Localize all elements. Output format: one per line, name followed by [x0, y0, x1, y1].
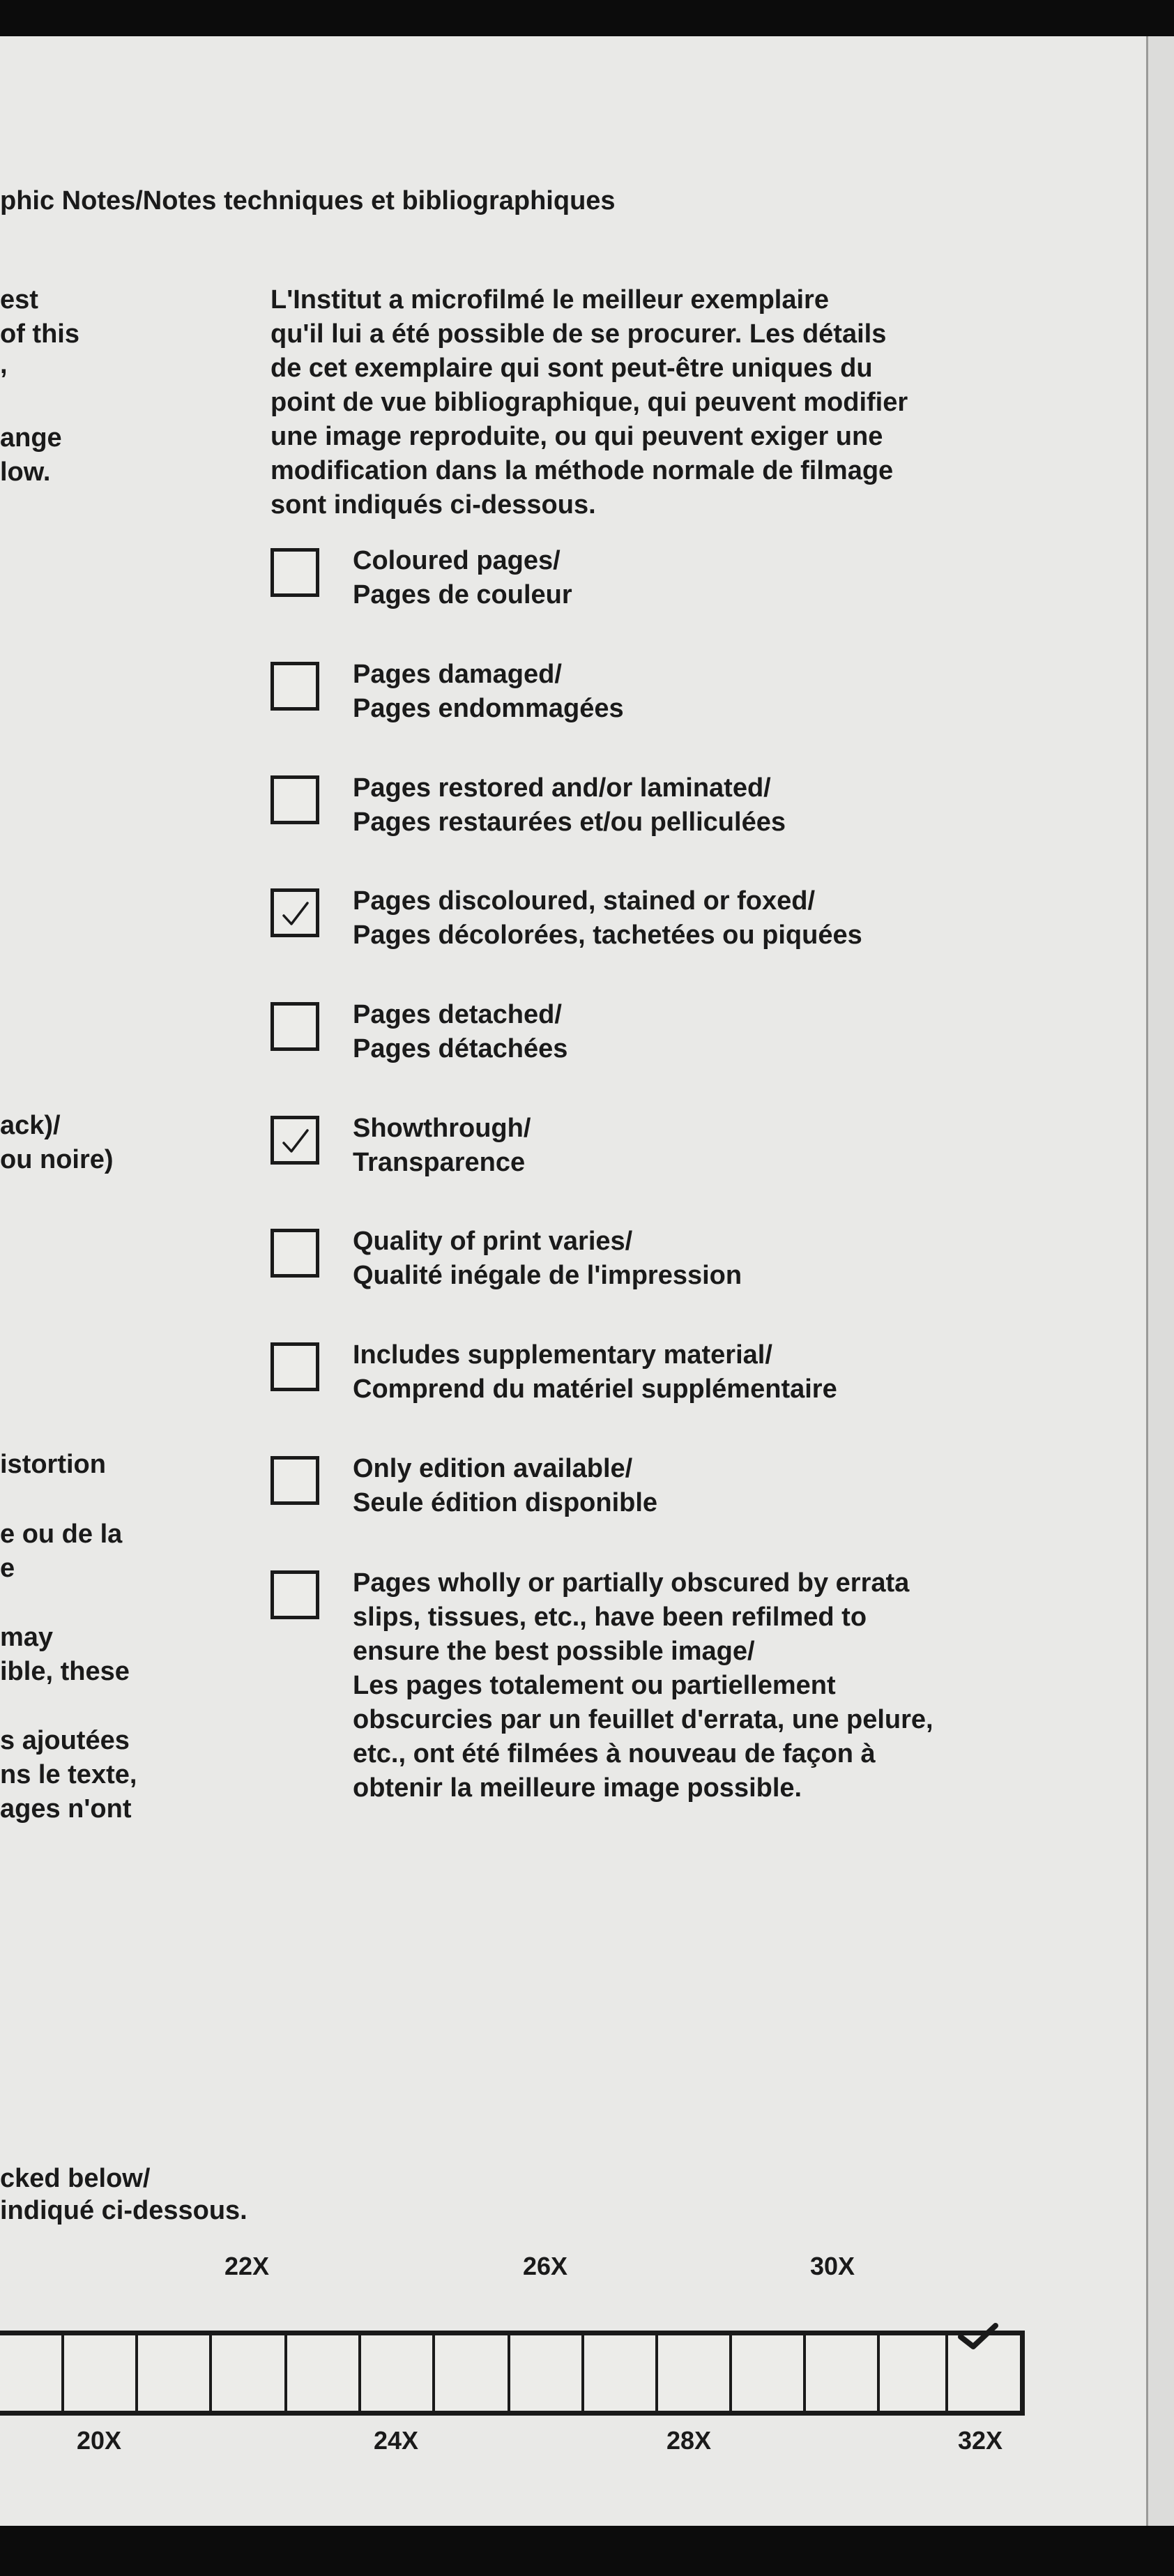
- reduction-cell[interactable]: [877, 2335, 950, 2411]
- checkbox[interactable]: [270, 1002, 319, 1051]
- reduction-ratio-strip: [0, 2331, 1025, 2416]
- reduction-cell[interactable]: [284, 2335, 358, 2411]
- scale-label-bottom: 28X: [666, 2426, 712, 2455]
- reduction-cell[interactable]: [581, 2335, 655, 2411]
- scan-top-border: [0, 0, 1174, 36]
- reduction-cell[interactable]: [135, 2335, 209, 2411]
- checkbox-label: Pages discoloured, stained or foxed/ Pages décolorées, tachetées ou piquées: [353, 886, 862, 950]
- page-right-edge: [1146, 36, 1174, 2526]
- intro-paragraph: [270, 283, 1107, 522]
- left-fragment: ible, these: [0, 1657, 130, 1686]
- scale-label-top: 30X: [809, 2252, 855, 2280]
- footer-line: indiqué ci-dessous.: [0, 2196, 247, 2225]
- reduction-cell[interactable]: [358, 2335, 432, 2411]
- checkbox[interactable]: [270, 1342, 319, 1391]
- checkbox-label: Only edition available/ Seule édition disponible: [353, 1454, 658, 1517]
- left-fragment: ange: [0, 423, 62, 453]
- reduction-cell[interactable]: [61, 2335, 135, 2411]
- check-mark-icon: [280, 897, 312, 930]
- left-fragment: ,: [0, 350, 8, 379]
- left-fragment: of this: [0, 319, 79, 349]
- intro-line: une image reproduite, ou qui peuvent exiger une: [270, 422, 883, 451]
- checkbox[interactable]: [270, 548, 319, 597]
- reduction-cell[interactable]: [655, 2335, 729, 2411]
- scale-label-bottom: 32X: [957, 2426, 1003, 2455]
- intro-line: qu'il lui a été possible de se procurer. Les détails: [270, 319, 887, 349]
- check-mark-icon: [954, 2319, 1003, 2354]
- left-fragment: est: [0, 285, 38, 315]
- intro-line: modification dans la méthode normale de filmage: [270, 456, 894, 485]
- checkbox[interactable]: [270, 1116, 319, 1165]
- checkbox-label: Showthrough/ Transparence: [353, 1114, 531, 1177]
- check-mark-icon: [280, 1125, 312, 1157]
- left-fragment: ou noire): [0, 1145, 114, 1174]
- reduction-cell[interactable]: [432, 2335, 508, 2411]
- section-header: phic Notes/Notes techniques et bibliographiques: [0, 186, 616, 215]
- intro-line: sont indiqués ci-dessous.: [270, 490, 596, 520]
- checkbox[interactable]: [270, 888, 319, 937]
- checkbox[interactable]: [270, 775, 319, 824]
- checkbox-label: Pages detached/ Pages détachées: [353, 1000, 568, 1063]
- scale-label-bottom: 24X: [373, 2426, 419, 2455]
- left-fragment: ns le texte,: [0, 1760, 137, 1789]
- checkbox-label: Pages restored and/or laminated/ Pages restaurées et/ou pelliculées: [353, 773, 786, 837]
- checkbox-label: Pages wholly or partially obscured by errata slips, tissues, etc., have been refilmed to ensure the best possible image/ Les pages totalement ou partiellement obscurcies par un feuillet d'errata, une pelure, etc., ont été filmées à nouveau de façon à obtenir la meilleure image possible.: [353, 1568, 933, 1803]
- checkbox-label: Coloured pages/ Pages de couleur: [353, 546, 572, 609]
- checkbox-label: Includes supplementary material/ Comprend du matériel supplémentaire: [353, 1340, 837, 1404]
- checkbox[interactable]: [270, 1456, 319, 1505]
- left-fragment: ages n'ont: [0, 1794, 132, 1824]
- checkbox[interactable]: [270, 662, 319, 711]
- checkbox-label: Pages damaged/ Pages endommagées: [353, 660, 624, 723]
- scale-label-bottom: 20X: [76, 2426, 122, 2455]
- left-fragment: low.: [0, 457, 51, 487]
- checkbox[interactable]: [270, 1229, 319, 1278]
- reduction-cell[interactable]: [803, 2335, 877, 2411]
- checkbox[interactable]: [270, 1570, 319, 1619]
- document-page: [0, 36, 1146, 2526]
- intro-line: L'Institut a microfilmé le meilleur exemplaire: [270, 285, 829, 315]
- footer-line: cked below/: [0, 2164, 151, 2193]
- left-fragment: e: [0, 1554, 15, 1583]
- left-fragment: may: [0, 1623, 54, 1652]
- intro-line: point de vue bibliographique, qui peuvent modifier: [270, 388, 908, 417]
- reduction-cell[interactable]: [729, 2335, 803, 2411]
- left-fragment: ack)/: [0, 1111, 61, 1140]
- intro-line: de cet exemplaire qui sont peut-être uniques du: [270, 354, 873, 383]
- reduction-cell[interactable]: [508, 2335, 581, 2411]
- left-fragment: e ou de la: [0, 1520, 123, 1549]
- left-fragment: s ajoutées: [0, 1726, 130, 1755]
- reduction-cell[interactable]: [209, 2335, 284, 2411]
- left-fragment: istortion: [0, 1450, 106, 1479]
- checkbox-label: Quality of print varies/ Qualité inégale de l'impression: [353, 1227, 742, 1290]
- scale-label-top: 26X: [522, 2252, 568, 2280]
- scale-label-top: 22X: [224, 2252, 270, 2280]
- scan-bottom-border: [0, 2526, 1174, 2576]
